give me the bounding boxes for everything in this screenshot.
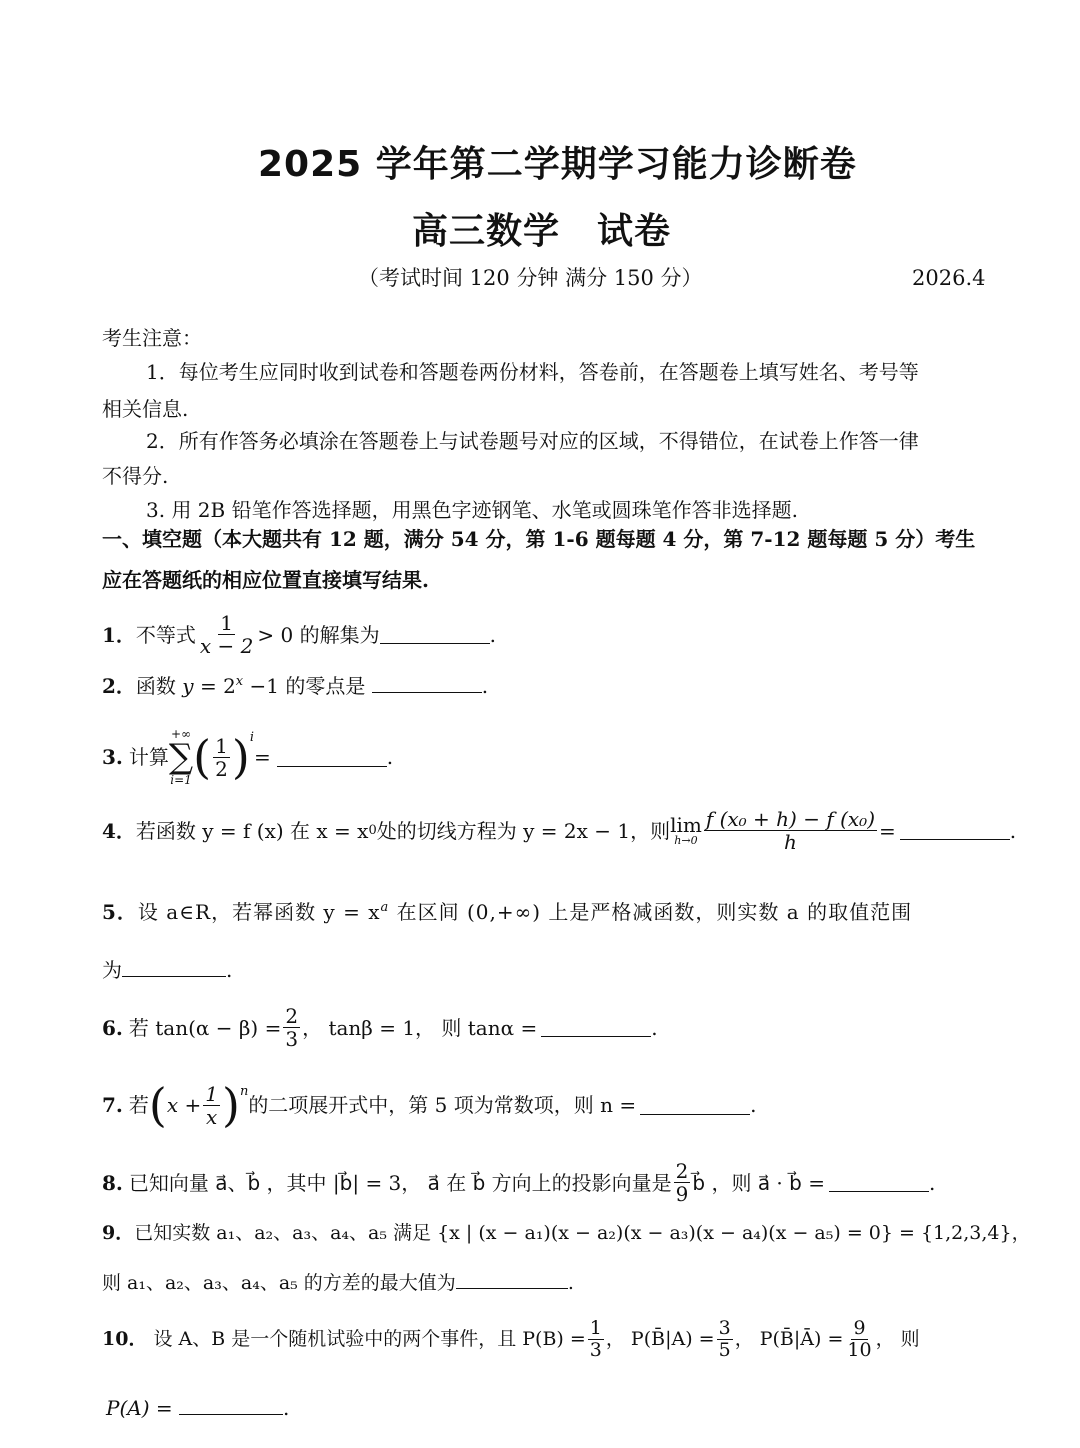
question-7 bbox=[102, 1078, 757, 1132]
question-10-cont bbox=[106, 1396, 289, 1420]
question-text: 处的切线方程为 y = 2x − 1，则 bbox=[376, 818, 671, 843]
math-superscript: n bbox=[239, 1084, 249, 1099]
fraction bbox=[717, 1318, 733, 1361]
question-text: 若 bbox=[128, 1093, 149, 1117]
question-2 bbox=[102, 674, 488, 698]
answer-blank[interactable] bbox=[277, 748, 387, 767]
question-number: 5． bbox=[102, 900, 138, 924]
question-8 bbox=[102, 1160, 935, 1205]
answer-blank[interactable] bbox=[372, 674, 482, 693]
limit-word: lim bbox=[670, 813, 702, 837]
math-variable: y bbox=[182, 674, 194, 698]
question-text: 函数 bbox=[135, 674, 183, 698]
question-end: . bbox=[1009, 818, 1017, 843]
fraction-denominator: h bbox=[783, 830, 797, 854]
fraction-numerator: 3 bbox=[718, 1317, 731, 1339]
math-text: = 2 bbox=[193, 674, 236, 698]
question-number: 9． bbox=[102, 1222, 135, 1244]
answer-blank[interactable] bbox=[380, 625, 490, 644]
question-text: P(A) = bbox=[106, 1396, 173, 1420]
question-number: 4． bbox=[102, 818, 136, 843]
right-paren: ) bbox=[221, 1078, 240, 1132]
fraction-denominator: 10 bbox=[847, 1338, 872, 1361]
question-end: . bbox=[489, 622, 496, 647]
fraction-numerator: 1 bbox=[205, 1081, 218, 1106]
question-text: ， tanβ = 1， 则 tanα = bbox=[302, 1015, 538, 1040]
notice-item-3: 3. 用 2B 铅笔作答选择题，用黑色字迹钢笔、水笔或圆珠笔作答非选择题. bbox=[146, 498, 798, 522]
question-number: 8. bbox=[102, 1170, 123, 1195]
fraction bbox=[704, 808, 877, 853]
answer-blank[interactable] bbox=[456, 1270, 568, 1289]
question-text: 若函数 y = f (x) 在 x = x bbox=[135, 818, 369, 843]
summation-sign bbox=[169, 728, 193, 786]
question-text: 设 a∈R，若幂函数 y = x bbox=[137, 900, 381, 924]
fraction-numerator: 1 bbox=[215, 733, 228, 758]
fraction-numerator: 1 bbox=[589, 1317, 602, 1339]
fraction bbox=[845, 1318, 873, 1361]
question-text: −1 的零点是 bbox=[243, 674, 366, 698]
answer-blank[interactable] bbox=[900, 821, 1010, 840]
question-text: 已知向量 a⃗、b⃗ ，其中 |b⃗| = 3， a⃗ 在 b⃗ 方向上的投影向量是 bbox=[128, 1170, 672, 1195]
question-end: . bbox=[750, 1093, 757, 1117]
fraction bbox=[674, 1160, 691, 1205]
fraction-numerator: 1 bbox=[220, 611, 234, 635]
question-end: . bbox=[386, 745, 394, 769]
question-10 bbox=[102, 1318, 920, 1361]
question-5 bbox=[102, 900, 912, 924]
question-6 bbox=[102, 1005, 658, 1050]
question-text: 在区间 (0,+∞) 上是严格减函数，则实数 a 的取值范围 bbox=[389, 900, 913, 924]
question-end: . bbox=[928, 1170, 936, 1195]
math-superscript: a bbox=[380, 900, 390, 915]
question-text: 为 bbox=[102, 958, 122, 982]
notice-item-1: 1．每位考生应同时收到试卷和答题卷两份材料，答卷前，在答题卷上填写姓名、考号等 bbox=[146, 360, 919, 384]
left-paren: ( bbox=[193, 730, 212, 784]
fraction-denominator: 2 bbox=[215, 756, 228, 781]
question-number: 7. bbox=[102, 1093, 123, 1117]
question-text: > 0 的解集为 bbox=[257, 622, 380, 647]
fraction-numerator: 2 bbox=[285, 1004, 299, 1028]
exam-subtitle: 高三数学 试卷 bbox=[412, 211, 672, 252]
question-4 bbox=[102, 808, 1016, 853]
section-heading: 一、填空题（本大题共有 12 题，满分 54 分，第 1-6 题每题 4 分，第 7-12 题每题 5 分）考生 bbox=[102, 527, 976, 551]
question-number: 2． bbox=[102, 674, 136, 698]
answer-blank[interactable] bbox=[122, 958, 226, 977]
fraction bbox=[198, 612, 255, 657]
question-text: = bbox=[253, 745, 271, 769]
fraction bbox=[588, 1318, 604, 1361]
exam-title: 2025 学年第二学期学习能力诊断卷 bbox=[258, 144, 857, 185]
fraction-denominator: x − 2 bbox=[199, 634, 254, 658]
question-end: . bbox=[567, 1272, 574, 1294]
question-text: 则 a₁、a₂、a₃、a₄、a₅ 的方差的最大值为 bbox=[102, 1272, 456, 1294]
question-text: 已知实数 a₁、a₂、a₃、a₄、a₅ 满足 {x | (x − a₁)(x − a₂)(x − a₃)(x − a₄)(x − a₅) = 0} = {1,2,3,4}， bbox=[134, 1222, 1031, 1244]
exam-date: 2026.4 bbox=[912, 266, 986, 290]
notice-item-2-cont: 不得分. bbox=[102, 464, 169, 488]
limit-subscript: h→0 bbox=[674, 834, 698, 847]
math-subscript: 0 bbox=[368, 822, 377, 838]
question-text: 计算 bbox=[128, 745, 169, 769]
fraction-numerator: 9 bbox=[853, 1317, 866, 1339]
sigma-icon: ∑ bbox=[168, 737, 194, 777]
question-end: . bbox=[282, 1396, 290, 1420]
answer-blank[interactable] bbox=[829, 1173, 929, 1192]
fraction-denominator: x bbox=[205, 1104, 218, 1129]
notice-item-1-cont: 相关信息. bbox=[102, 397, 189, 421]
question-1 bbox=[102, 612, 496, 657]
question-text: = bbox=[879, 818, 896, 843]
fraction-denominator: 3 bbox=[285, 1027, 299, 1051]
fraction-denominator: 5 bbox=[718, 1338, 731, 1361]
notice-heading: 考生注意： bbox=[102, 326, 202, 350]
question-text: 若 tan(α − β) = bbox=[128, 1015, 282, 1040]
question-end: . bbox=[226, 958, 233, 982]
math-text: x + bbox=[166, 1093, 202, 1117]
sum-lower-limit: i=1 bbox=[170, 773, 192, 787]
question-end: . bbox=[651, 1015, 658, 1040]
question-number: 6. bbox=[102, 1015, 123, 1040]
question-3 bbox=[102, 728, 393, 786]
question-number: 10． bbox=[102, 1327, 148, 1350]
answer-blank[interactable] bbox=[541, 1018, 651, 1037]
answer-blank[interactable] bbox=[179, 1396, 283, 1415]
question-end: . bbox=[481, 674, 489, 698]
section-heading-cont: 应在答题纸的相应位置直接填写结果. bbox=[102, 568, 429, 592]
left-paren: ( bbox=[148, 1078, 167, 1132]
question-text: 不等式 bbox=[135, 622, 196, 647]
fraction bbox=[283, 1005, 300, 1050]
exam-info: （考试时间 120 分钟 满分 150 分） bbox=[358, 266, 703, 290]
question-text: 的二项展开式中，第 5 项为常数项，则 n = bbox=[248, 1093, 637, 1117]
fraction-denominator: 3 bbox=[589, 1338, 602, 1361]
notice-item-2: 2．所有作答务必填涂在答题卷上与试卷题号对应的区域，不得错位，在试卷上作答一律 bbox=[146, 429, 919, 453]
limit-operator bbox=[670, 815, 702, 846]
question-text: ， P(B̄|A) = bbox=[605, 1327, 715, 1350]
question-9 bbox=[102, 1222, 1031, 1245]
question-text: ， 则 bbox=[875, 1327, 920, 1350]
question-number: 1． bbox=[102, 622, 136, 647]
right-paren: ) bbox=[231, 730, 250, 784]
question-number: 3. bbox=[102, 745, 123, 769]
question-text: 设 A、B 是一个随机试验中的两个事件，且 P(B) = bbox=[153, 1327, 586, 1350]
math-superscript: x bbox=[235, 674, 244, 689]
question-text: ， P(B̄|Ā) = bbox=[734, 1327, 844, 1350]
fraction-denominator: 9 bbox=[675, 1182, 689, 1206]
question-5-cont bbox=[102, 958, 232, 982]
fraction bbox=[203, 1083, 220, 1128]
sum-upper-limit: +∞ bbox=[171, 727, 192, 741]
question-9-cont bbox=[102, 1270, 574, 1295]
question-text: b⃗ ，则 a⃗ · b⃗ = bbox=[692, 1170, 825, 1195]
math-superscript: i bbox=[249, 730, 254, 745]
fraction bbox=[213, 735, 230, 780]
fraction-numerator: f (x₀ + h) − f (x₀) bbox=[705, 807, 875, 831]
fraction-numerator: 2 bbox=[675, 1159, 689, 1183]
answer-blank[interactable] bbox=[640, 1096, 750, 1115]
